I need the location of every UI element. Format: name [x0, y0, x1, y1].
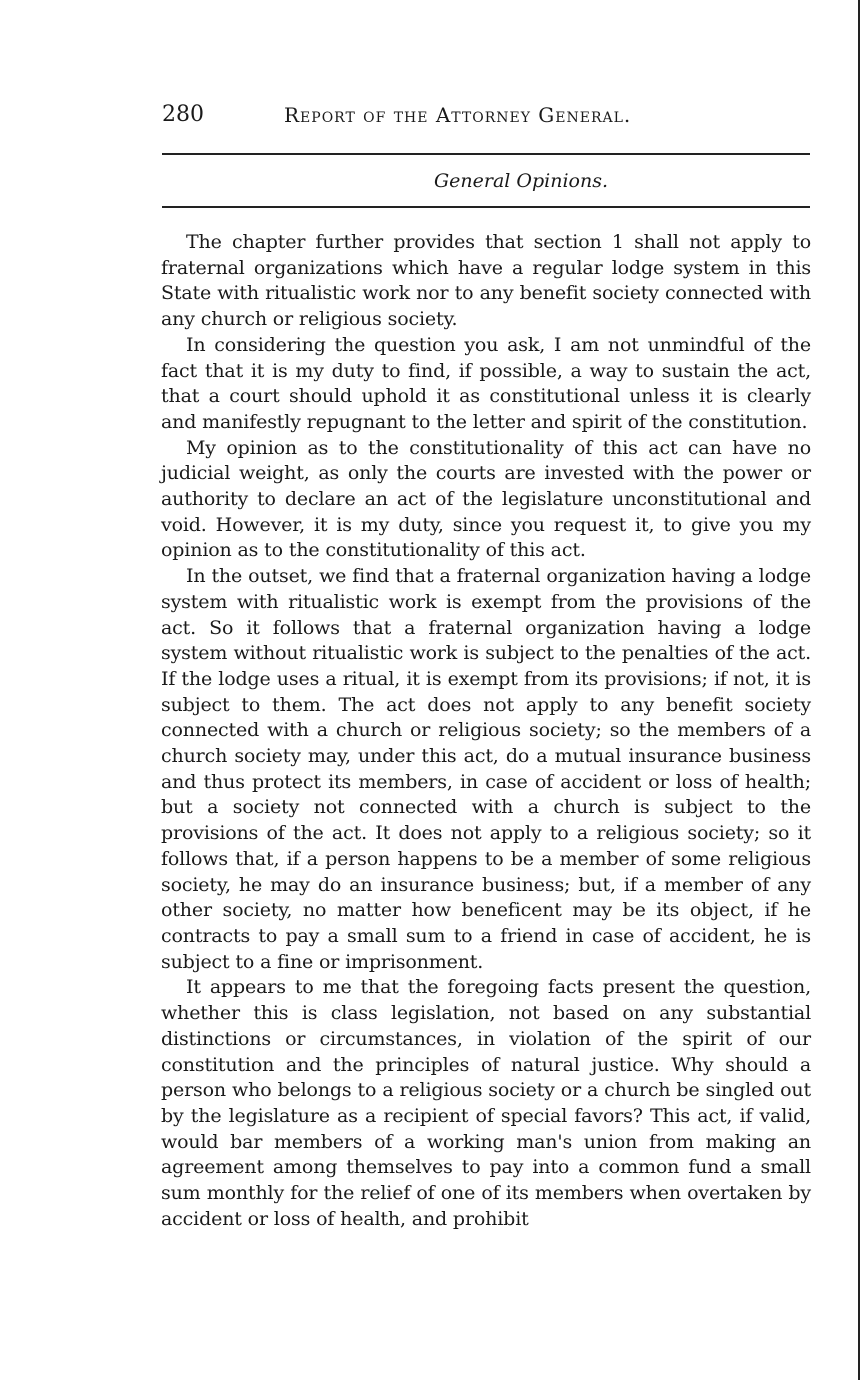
top-divider	[162, 153, 810, 155]
paragraph: The chapter further provides that section 1 shall not apply to fraternal organizations which have a regular lodge system in this State with ritualistic work nor to any benefit society connected with any church or religious society.	[161, 231, 811, 331]
running-title: Report of the Attorney General.	[284, 103, 632, 127]
section-title: General Opinions.	[433, 170, 609, 192]
paragraph: In the outset, we find that a fraternal organization having a lodge system with ritualistic work is exempt from the provisions of the act. So it follows that a fraternal organization having a lodge system without ritualistic work is subject to the penalties of the act. If the lodge uses a ritual, it is exempt from its provisions; if not, it is subject to them. The act does not apply to any benefit society connected with a church or religious society; so the members of a church society may, under this act, do a mutual insurance business and thus protect its members, in case of accident or loss of health; but a society not connected with a church is subject to the provisions of the act. It does not apply to a religious society; so it follows that, if a person happens to be a member of some religious society, he may do an insurance business; but, if a member of any other society, no matter how beneficent may be its object, if he contracts to pay a small sum to a friend in case of accident, he is subject to a fine or imprisonment.	[161, 565, 811, 973]
body-text	[161, 230, 811, 1232]
bottom-divider	[162, 206, 810, 208]
paragraph: In considering the question you ask, I am not unmindful of the fact that it is my duty to find, if possible, a way to sustain the act, that a court should uphold it as constitutional unless it is clearly and manifestly repugnant to the letter and spirit of the constitution.	[161, 333, 811, 433]
page-number: 280	[162, 102, 204, 127]
paragraph: My opinion as to the constitutionality of this act can have no judicial weight, as only the courts are invested with the power or authority to declare an act of the legislature unconstitutional and void. However, it is my duty, since you request it, to give you my opinion as to the constitutionality of this act.	[161, 436, 811, 562]
paragraph: It appears to me that the foregoing facts present the question, whether this is class legislation, not based on any substantial distinctions or circumstances, in violation of the spirit of our constitution and the principles of natural justice. Why should a person who belongs to a religious society or a church be singled out by the legislature as a recipient of special favors? This act, if valid, would bar members of a working man's union from making an agreement among themselves to pay into a common fund a small sum monthly for the relief of one of its members when overtaken by accident or loss of health, and prohibit	[161, 976, 811, 1230]
page-header	[162, 100, 810, 134]
page-edge	[858, 0, 860, 1380]
